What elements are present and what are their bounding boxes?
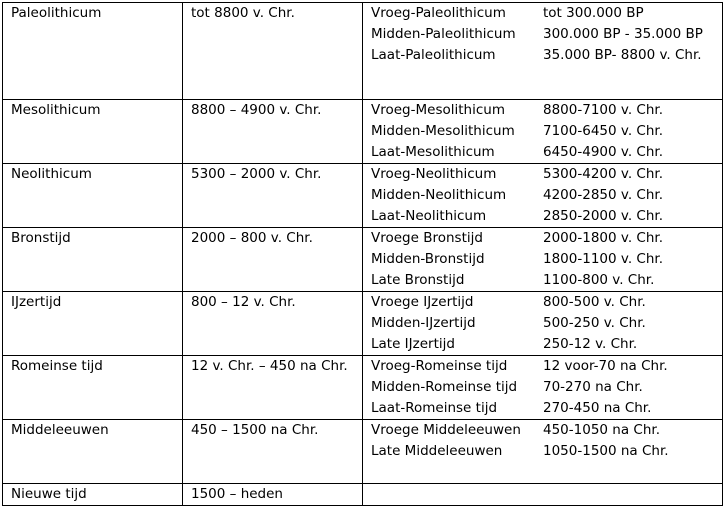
period-name-cell [3, 3, 183, 100]
period-range: 1500 – heden [191, 486, 283, 502]
subperiods-cell [363, 100, 723, 164]
subperiod-dates [543, 420, 722, 462]
subperiod-date: 35.000 BP- 8800 v. Chr. [543, 47, 702, 63]
subperiod-date: 300.000 BP - 35.000 BP [543, 26, 703, 42]
subperiod-name: Vroege IJzertijd [371, 294, 474, 310]
subperiod-date: 5300-4200 v. Chr. [543, 166, 663, 182]
subperiod-name: Vroege Middeleeuwen [371, 422, 521, 438]
subperiods-cell [363, 292, 723, 356]
subperiod-date: 8800-7100 v. Chr. [543, 102, 663, 118]
period-range: 5300 – 2000 v. Chr. [191, 166, 322, 182]
subperiod-name: Vroeg-Mesolithicum [371, 102, 505, 118]
period-name: Bronstijd [11, 230, 71, 246]
subperiod-date: 2000-1800 v. Chr. [543, 230, 663, 246]
period-range-cell [183, 228, 363, 292]
table-row [3, 484, 723, 506]
subperiod-names [363, 3, 543, 66]
period-name: IJzertijd [11, 294, 62, 310]
subperiod-dates [543, 164, 722, 227]
subperiod-name: Midden-IJzertijd [371, 315, 476, 331]
subperiod-names [363, 100, 543, 163]
chronology-table-body [3, 3, 723, 506]
subperiod-date: 2850-2000 v. Chr. [543, 208, 663, 224]
chronology-table [2, 2, 723, 506]
subperiod-date: 4200-2850 v. Chr. [543, 187, 663, 203]
subperiod-name: Vroege Bronstijd [371, 230, 483, 246]
subperiod-name: Late Middeleeuwen [371, 443, 503, 459]
table-row [3, 420, 723, 484]
period-range: tot 8800 v. Chr. [191, 5, 295, 21]
subperiod-dates [543, 356, 722, 419]
period-name-cell [3, 356, 183, 420]
period-name-cell [3, 420, 183, 484]
period-name: Mesolithicum [11, 102, 101, 118]
period-range: 800 – 12 v. Chr. [191, 294, 296, 310]
period-range-cell [183, 100, 363, 164]
subperiod-date: 70-270 na Chr. [543, 379, 643, 395]
period-range-cell [183, 3, 363, 100]
period-range-cell [183, 356, 363, 420]
subperiod-date: 1800-1100 v. Chr. [543, 251, 663, 267]
period-range: 12 v. Chr. – 450 na Chr. [191, 358, 348, 374]
period-name-cell [3, 484, 183, 506]
table-row [3, 292, 723, 356]
subperiod-names [363, 164, 543, 227]
subperiod-name: Midden-Neolithicum [371, 187, 507, 203]
table-row [3, 3, 723, 100]
period-name-cell [3, 228, 183, 292]
table-row [3, 356, 723, 420]
period-name: Nieuwe tijd [11, 486, 87, 502]
period-range-cell [183, 292, 363, 356]
subperiod-name: Midden-Paleolithicum [371, 26, 516, 42]
subperiod-dates [543, 292, 722, 355]
subperiod-dates [543, 100, 722, 163]
table-row [3, 100, 723, 164]
period-range: 450 – 1500 na Chr. [191, 422, 319, 438]
subperiod-date: tot 300.000 BP [543, 5, 644, 21]
table-row [3, 228, 723, 292]
period-range-cell [183, 164, 363, 228]
subperiod-name: Laat-Mesolithicum [371, 144, 495, 160]
subperiod-name: Midden-Romeinse tijd [371, 379, 518, 395]
subperiod-date: 1050-1500 na Chr. [543, 443, 669, 459]
subperiod-name: Laat-Neolithicum [371, 208, 487, 224]
period-range-cell [183, 484, 363, 506]
subperiods-cell [363, 3, 723, 100]
subperiod-date: 7100-6450 v. Chr. [543, 123, 663, 139]
period-range: 2000 – 800 v. Chr. [191, 230, 313, 246]
subperiod-date: 6450-4900 v. Chr. [543, 144, 663, 160]
subperiod-name: Late Bronstijd [371, 272, 465, 288]
period-range: 8800 – 4900 v. Chr. [191, 102, 322, 118]
subperiod-date: 500-250 v. Chr. [543, 315, 646, 331]
subperiod-name: Midden-Bronstijd [371, 251, 485, 267]
subperiod-names [363, 228, 543, 291]
subperiod-date: 12 voor-70 na Chr. [543, 358, 668, 374]
subperiod-date: 1100-800 v. Chr. [543, 272, 655, 288]
subperiods-cell [363, 164, 723, 228]
period-name: Paleolithicum [11, 5, 102, 21]
period-name: Middeleeuwen [11, 422, 109, 438]
subperiod-date: 450-1050 na Chr. [543, 422, 660, 438]
subperiods-cell [363, 228, 723, 292]
subperiod-name: Vroeg-Paleolithicum [371, 5, 506, 21]
subperiod-name: Late IJzertijd [371, 336, 455, 352]
period-name-cell [3, 100, 183, 164]
subperiod-names [363, 292, 543, 355]
period-name: Neolithicum [11, 166, 92, 182]
period-name-cell [3, 292, 183, 356]
period-name-cell [3, 164, 183, 228]
table-row [3, 164, 723, 228]
subperiod-date: 270-450 na Chr. [543, 400, 652, 416]
period-range-cell [183, 420, 363, 484]
subperiod-name: Vroeg-Neolithicum [371, 166, 497, 182]
subperiod-dates [543, 228, 722, 291]
subperiod-names [363, 356, 543, 419]
subperiod-name: Laat-Romeinse tijd [371, 400, 498, 416]
empty-cell [363, 484, 723, 506]
subperiod-names [363, 420, 543, 462]
subperiod-name: Laat-Paleolithicum [371, 47, 496, 63]
subperiod-date: 250-12 v. Chr. [543, 336, 638, 352]
subperiod-name: Vroeg-Romeinse tijd [371, 358, 508, 374]
subperiods-cell [363, 420, 723, 484]
subperiod-name: Midden-Mesolithicum [371, 123, 515, 139]
subperiod-date: 800-500 v. Chr. [543, 294, 646, 310]
subperiod-dates [543, 3, 722, 66]
period-name: Romeinse tijd [11, 358, 103, 374]
subperiods-cell [363, 356, 723, 420]
